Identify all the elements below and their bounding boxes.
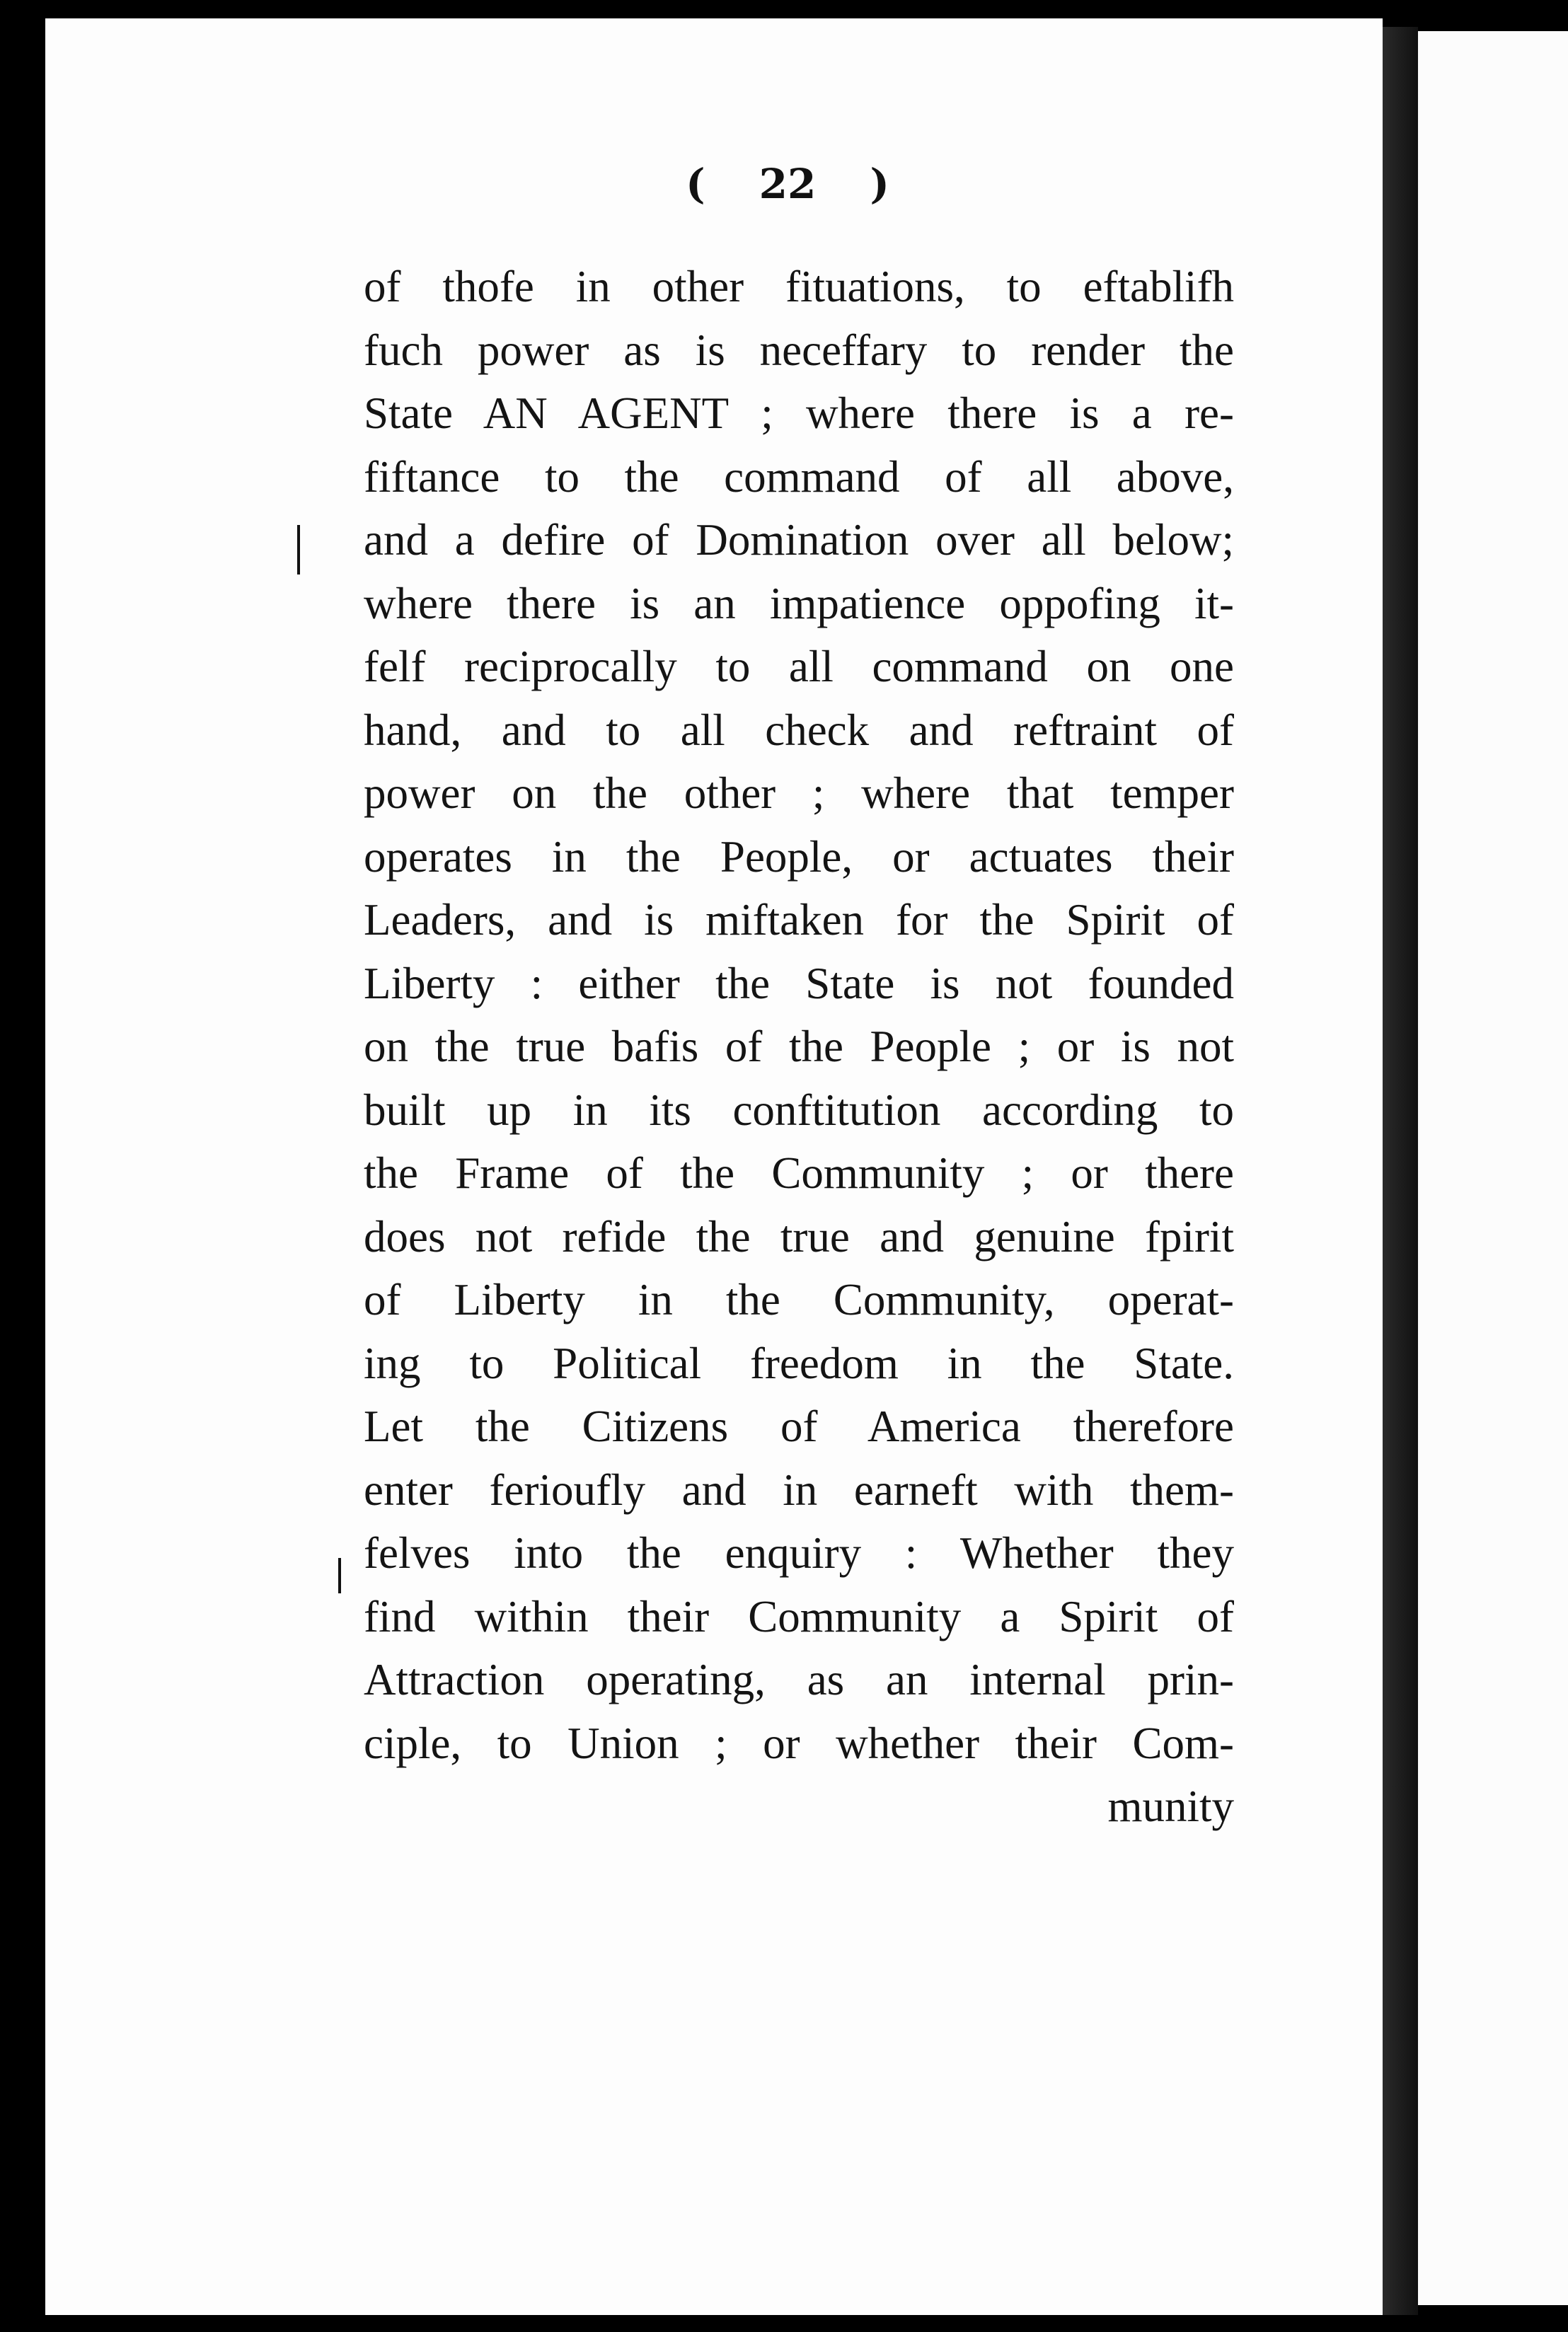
text-line: felves into the enquiry : Whether they [364,1528,1234,1578]
text-line: power on the other ; where that temper [364,768,1234,818]
page-number-value: 22 [759,160,817,208]
text-line: Attraction operating, as an internal prin- [364,1655,1234,1704]
page-number [119,160,1456,208]
text-line: built up in its conftitution according to [364,1085,1234,1135]
text-line: hand, and to all check and reftraint of [364,705,1234,755]
page-number-open-paren: ( [686,160,705,208]
text-line: ciple, to Union ; or whether their Com- [364,1718,1234,1768]
text-line: enter ferioufly and in earneft with them- [364,1465,1234,1515]
text-line: does not refide the true and genuine fpirit [364,1211,1234,1262]
text-line: felf reciprocally to all command on one [364,642,1234,691]
text-line: the Frame of the Community ; or there [364,1148,1234,1198]
text-line: fiftance to the command of all above, [364,451,1234,502]
page-number-close-paren: ) [870,160,889,208]
text-line: ing to Political freedom in the State. [364,1338,1234,1388]
text-line: where there is an impatience oppofing it- [364,578,1234,628]
text-line: fuch power as is neceffary to render the [364,325,1234,375]
text-line: find within their Community a Spirit of [364,1591,1234,1641]
book-page [45,18,1383,2315]
text-line: Let the Citizens of America therefore [364,1402,1234,1451]
page-edge-shadow [1383,27,1418,2315]
text-line: and a defire of Domination over all below; [364,515,1234,565]
text-line: Liberty : either the State is not founded [364,958,1234,1008]
margin-mark [297,525,300,575]
text-line: Leaders, and is miftaken for the Spirit of [364,895,1234,945]
margin-mark [338,1558,341,1593]
text-line: State AN AGENT ; where there is a re- [364,388,1234,438]
text-line: of Liberty in the Community, operat- [364,1275,1234,1324]
facing-page-edge [1418,31,1568,2305]
catchword: munity [1107,1782,1234,1831]
body-text [364,255,1234,1839]
text-line: operates in the People, or actuates their [364,831,1234,882]
text-line: of thofe in other fituations, to eftablifh [364,262,1234,311]
text-line: on the true bafis of the People ; or is not [364,1022,1234,1071]
